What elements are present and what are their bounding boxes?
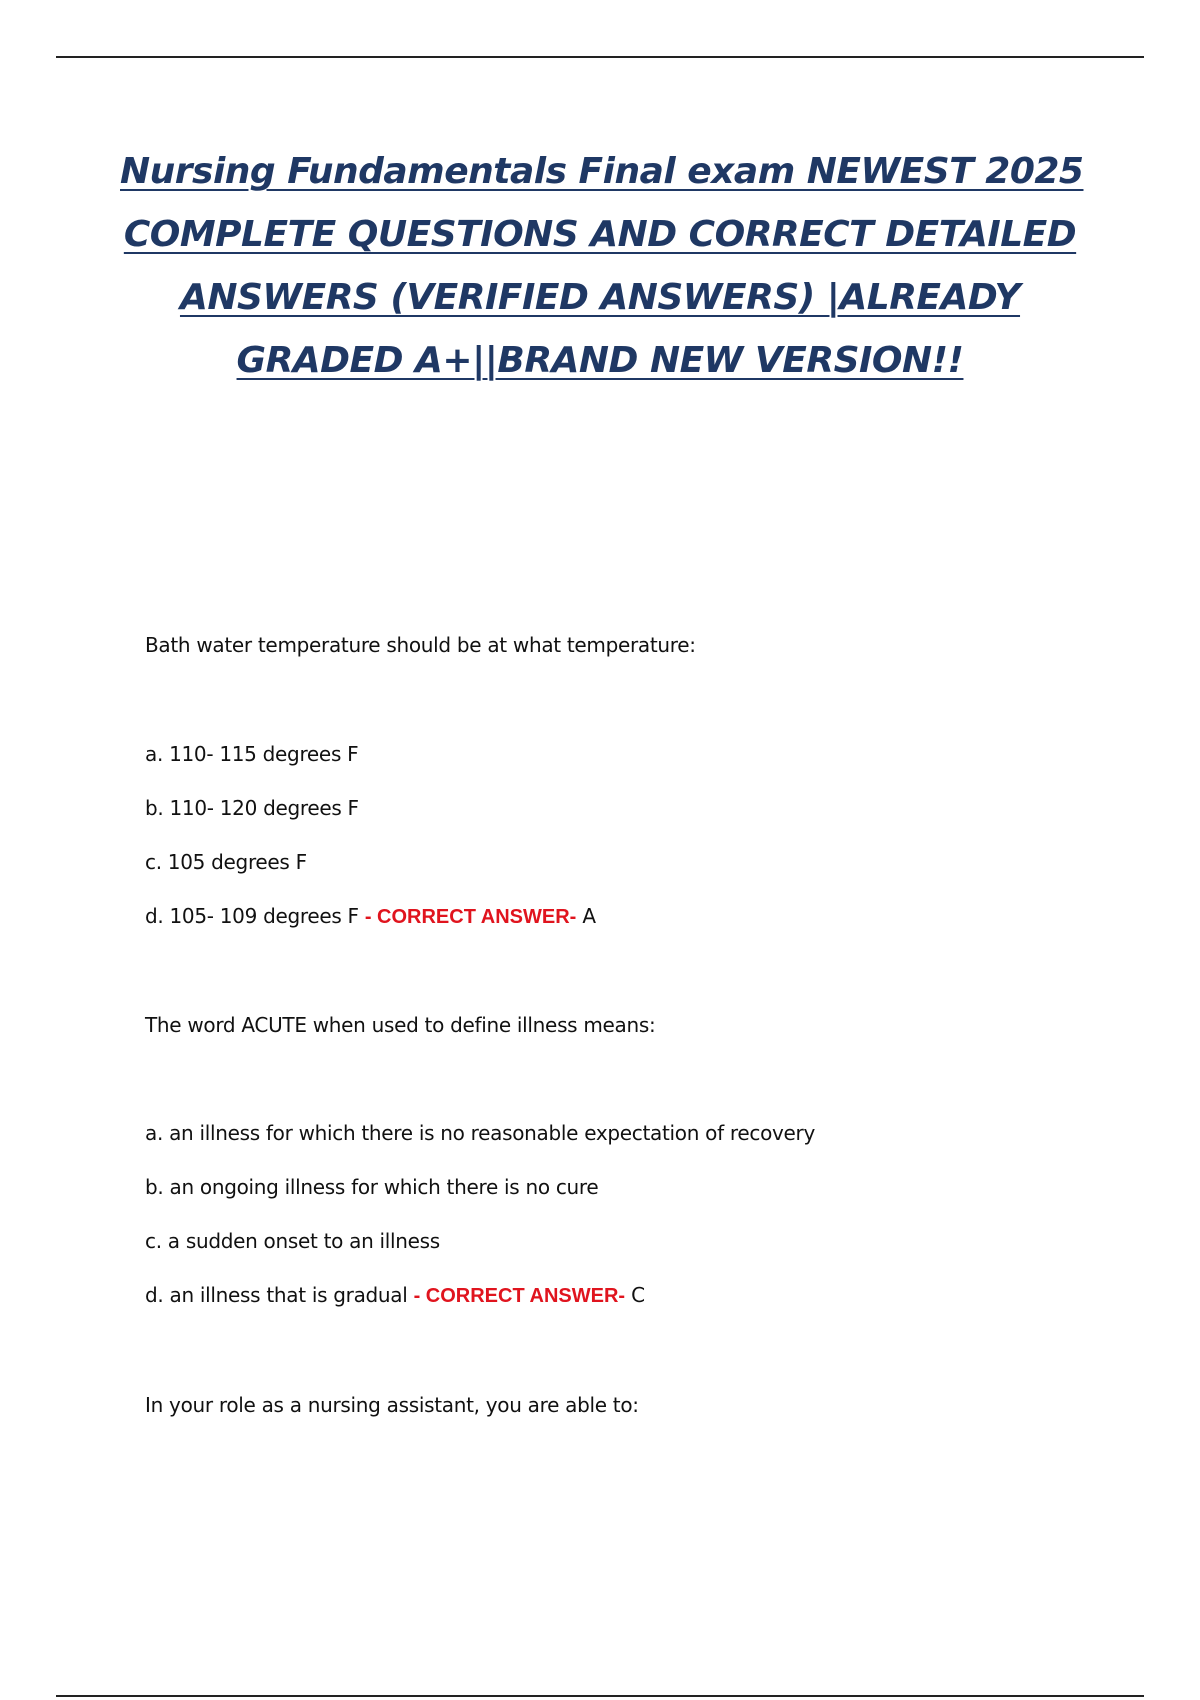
question-2-prompt: The word ACUTE when used to define illness means: — [145, 1013, 656, 1037]
correct-answer-label: - CORRECT ANSWER- — [413, 1285, 626, 1307]
question-2-option-d: d. an illness that is gradual — [145, 1283, 408, 1307]
question-3-prompt: In your role as a nursing assistant, you are able to: — [145, 1393, 639, 1417]
correct-answer-label: - CORRECT ANSWER- — [364, 906, 577, 928]
title-line: COMPLETE QUESTIONS AND CORRECT DETAILED — [123, 214, 1077, 255]
document-title — [120, 140, 1084, 392]
question-2-option-a: a. an illness for which there is no reasonable expectation of recovery — [145, 1121, 816, 1145]
question-2-option-b: b. an ongoing illness for which there is no cure — [145, 1175, 599, 1199]
bottom-rule — [56, 1695, 1144, 1697]
correct-answer-value: A — [582, 904, 596, 928]
question-1-option-b: b. 110- 120 degrees F — [145, 796, 359, 820]
question-2-option-d-row — [145, 1283, 645, 1308]
question-1-option-a: a. 110- 115 degrees F — [145, 742, 359, 766]
question-1-option-d-row — [145, 904, 596, 929]
title-line: GRADED A+||BRAND NEW VERSION!! — [236, 340, 964, 381]
question-1-option-c: c. 105 degrees F — [145, 850, 307, 874]
title-line: ANSWERS (VERIFIED ANSWERS) |ALREADY — [179, 277, 1021, 318]
question-1-option-d: d. 105- 109 degrees F — [145, 904, 359, 928]
title-line: Nursing Fundamentals Final exam NEWEST 2025 — [120, 151, 1084, 192]
question-2-option-c: c. a sudden onset to an illness — [145, 1229, 440, 1253]
top-rule — [56, 56, 1144, 58]
correct-answer-value: C — [631, 1283, 645, 1307]
question-1-prompt: Bath water temperature should be at what temperature: — [145, 633, 696, 657]
